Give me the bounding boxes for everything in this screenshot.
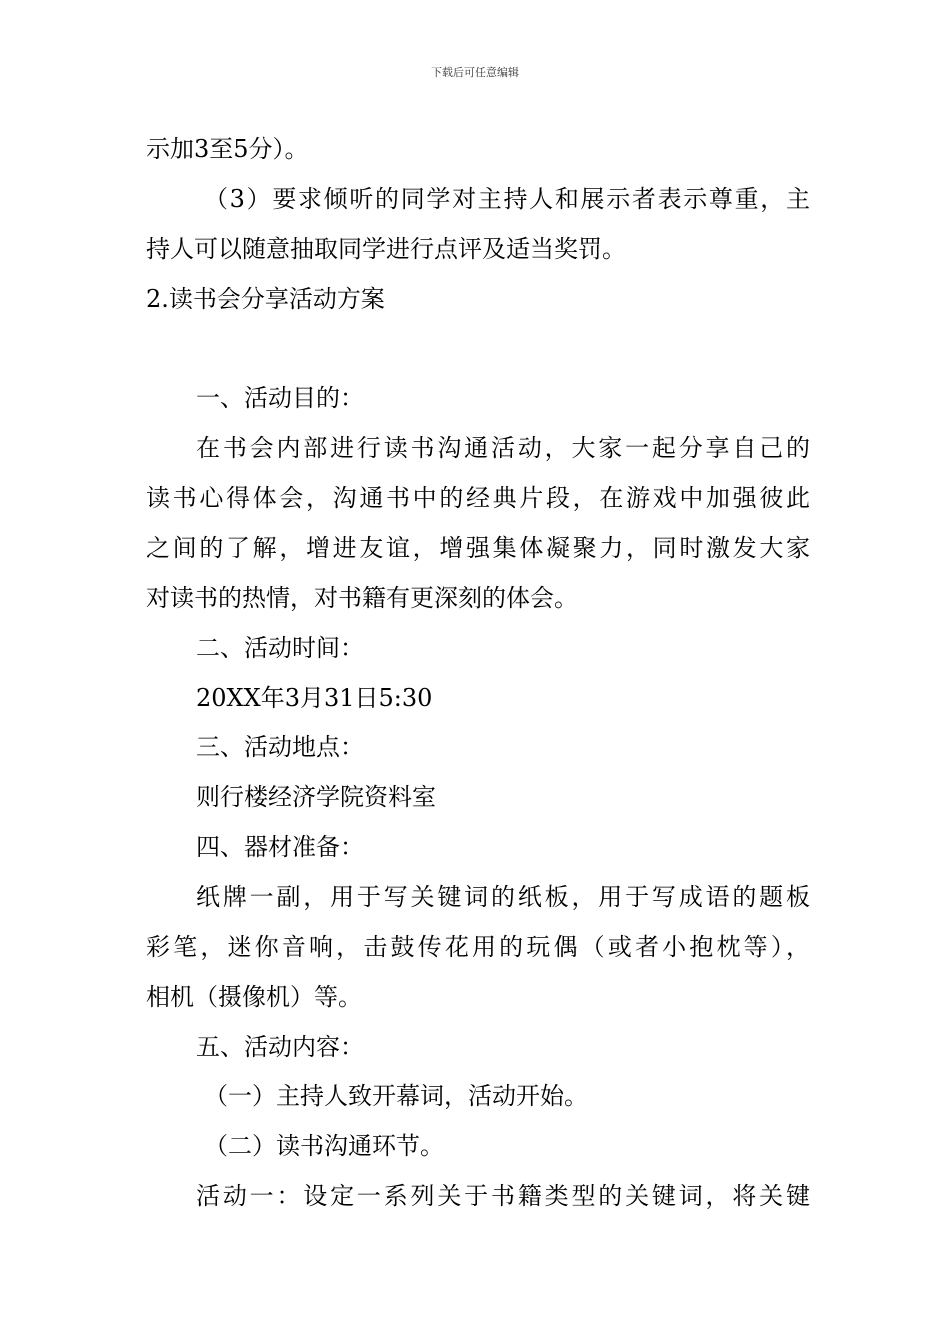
text-line: （一）主持人致开幕词，活动开始。 xyxy=(204,1082,588,1110)
text-line: 在书会内部进行读书沟通活动，大家一起分享自己的 xyxy=(196,434,810,462)
text-line: 活动一：设定一系列关于书籍类型的关键词，将关键 xyxy=(196,1182,810,1210)
text-line: 一、活动目的： xyxy=(196,384,364,412)
section-heading: 2.读书会分享活动方案 xyxy=(146,285,385,313)
text-line: 五、活动内容： xyxy=(196,1033,364,1061)
text-line: 之间的了解，增进友谊，增强集体凝聚力，同时激发大家 xyxy=(146,534,810,562)
text-line: 持人可以随意抽取同学进行点评及适当奖罚。 xyxy=(146,235,626,263)
text-line: 纸牌一副，用于写关键词的纸板，用于写成语的题板 xyxy=(196,883,810,911)
text-line: （二）读书沟通环节。 xyxy=(204,1132,444,1160)
text-line: 相机（摄像机）等。 xyxy=(146,983,362,1011)
text-line: 则行楼经济学院资料室 xyxy=(196,783,436,811)
text-line: 示加3至5分）。 xyxy=(146,135,309,163)
text-line: 二、活动时间： xyxy=(196,634,364,662)
page-header: 下载后可任意编辑 xyxy=(431,66,519,79)
text-line: 20XX年3月31日5:30 xyxy=(196,684,433,712)
text-line: 对读书的热情，对书籍有更深刻的体会。 xyxy=(146,584,578,612)
text-line: 彩笔，迷你音响，击鼓传花用的玩偶（或者小抱枕等）， xyxy=(146,933,810,961)
text-line: （3）要求倾听的同学对主持人和展示者表示尊重，主 xyxy=(204,185,810,213)
text-line: 读书心得体会，沟通书中的经典片段，在游戏中加强彼此 xyxy=(146,484,810,512)
text-line: 三、活动地点： xyxy=(196,733,364,761)
text-line: 四、器材准备： xyxy=(196,833,364,861)
